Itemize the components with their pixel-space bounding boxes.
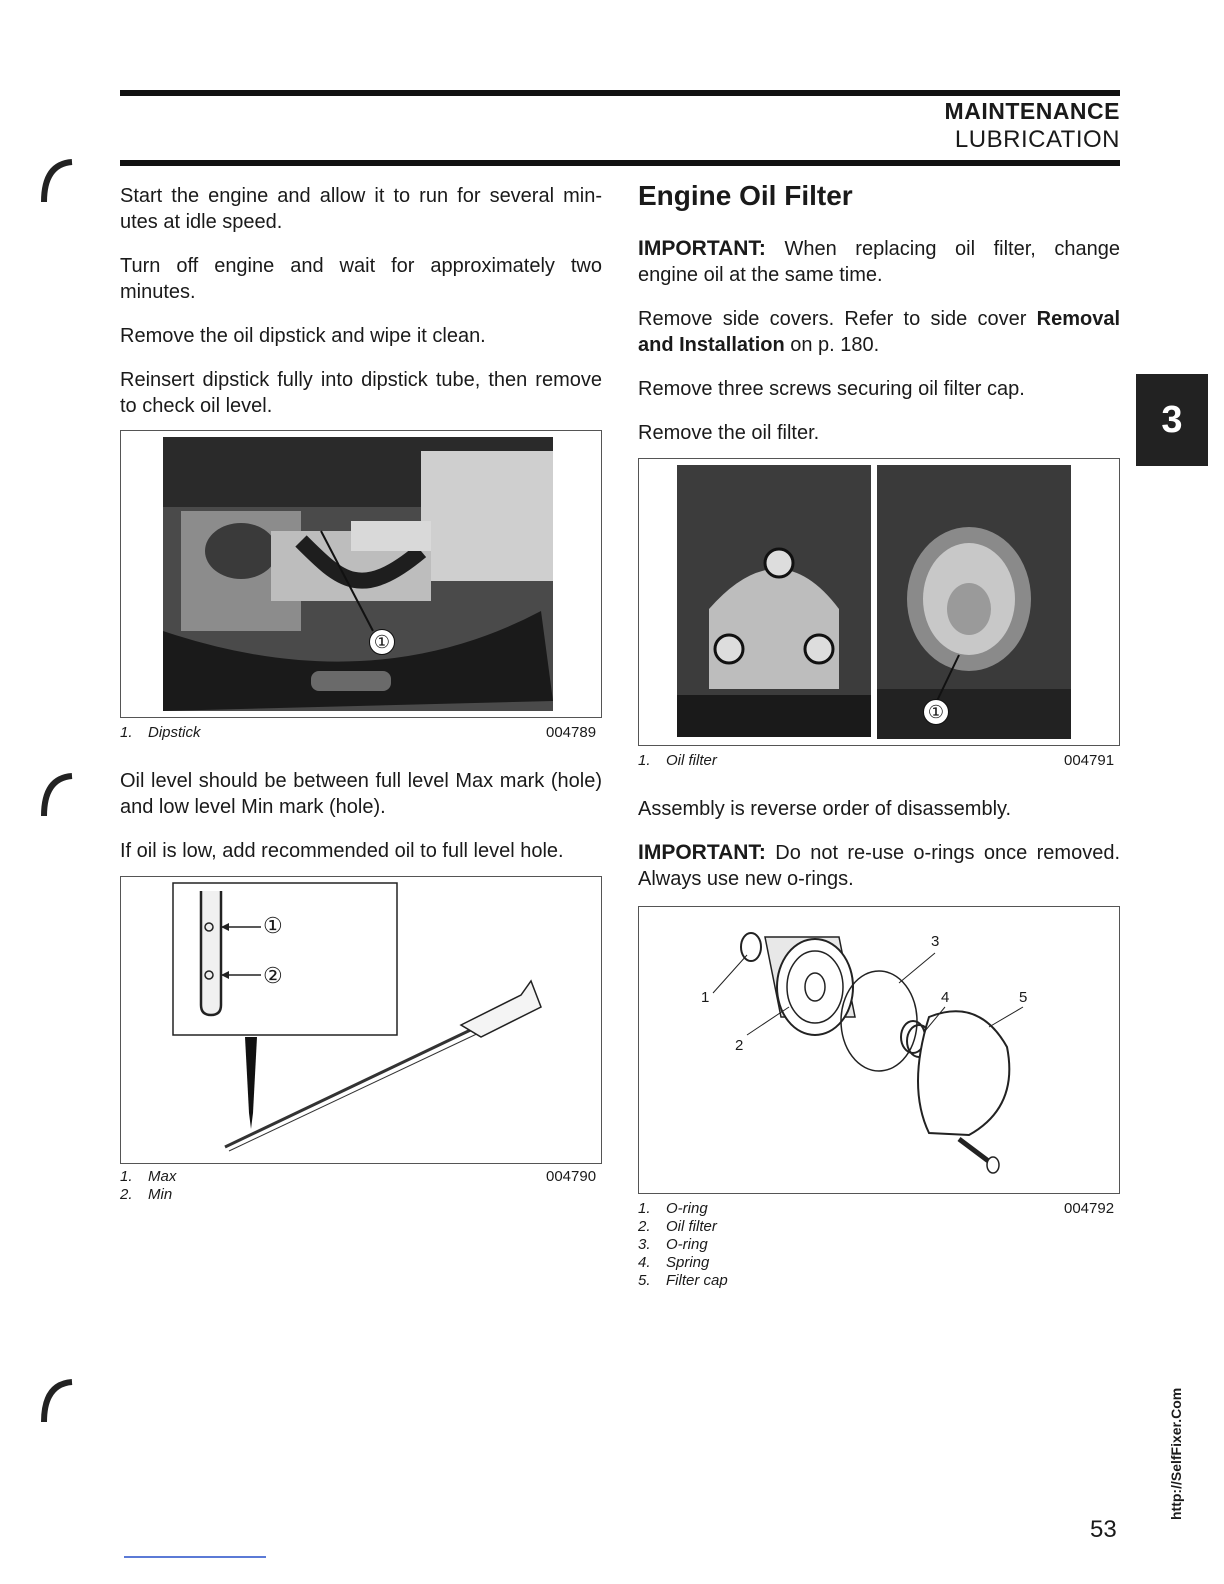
figure-dipstick-diagram (120, 876, 602, 1164)
callout-max: ① (263, 913, 283, 938)
right-column-assembly (638, 796, 1120, 892)
figure-oil-filter-photo (638, 458, 1120, 746)
label-3: 3 (931, 933, 940, 950)
figure2-caption-2: 2. Min (120, 1186, 173, 1203)
important-note: IMPORTANT: When replacing oil filter, change engine oil at the same time. (638, 237, 1120, 286)
chapter-tab: 3 (1136, 374, 1208, 466)
dipstick-diagram (121, 877, 601, 1163)
figure1-caption: 1. Dipstick (120, 724, 201, 741)
figure3-caption: 1. Oil filter (638, 752, 717, 769)
engine-photo (121, 431, 601, 717)
figure4-caption-1: 1. O-ring (638, 1200, 708, 1217)
binder-mark-bottom (38, 1376, 78, 1426)
bottom-line (124, 1556, 266, 1558)
callout-1: ① (369, 629, 395, 655)
left-column-intro (120, 183, 602, 419)
watermark: http://SelfFixer.Com (1168, 1387, 1184, 1520)
callout-1: ① (923, 699, 949, 725)
paragraph: Assembly is reverse order of disassembly. (638, 798, 1012, 820)
paragraph: Remove three screws securing oil filter cap. (638, 378, 1025, 400)
figure4-caption-4: 4. Spring (638, 1254, 710, 1271)
left-column-oil-level (120, 768, 602, 864)
figure-dipstick-photo (120, 430, 602, 718)
section-title: MAINTENANCE (944, 98, 1120, 124)
figure1-number: 004789 (546, 724, 597, 741)
exploded-view (639, 907, 1119, 1193)
paragraph: Turn off engine and wait for approximately two minutes. (120, 255, 602, 303)
figure2-number: 004790 (546, 1168, 597, 1185)
paragraph: If oil is low, add recommended oil to full level hole. (120, 840, 564, 862)
page-number: 53 (1090, 1516, 1117, 1543)
figure3-number: 004791 (1064, 752, 1115, 769)
oil-filter-photos (639, 459, 1119, 745)
figure-exploded-diagram (638, 906, 1120, 1194)
right-column-intro (638, 236, 1120, 446)
header-rule-top (120, 90, 1120, 96)
paragraph: Reinsert dipstick fully into dipstick tube, then remove to check oil level. (120, 369, 602, 417)
figure4-caption-5: 5. Filter cap (638, 1272, 728, 1289)
callout-min: ② (263, 963, 283, 988)
section-heading: Engine Oil Filter (638, 180, 853, 211)
figure4-caption-2: 2. Oil filter (638, 1218, 717, 1235)
header-rule-bottom (120, 160, 1120, 166)
label-4: 4 (941, 989, 950, 1006)
label-2: 2 (735, 1037, 744, 1054)
paragraph: Remove side covers. Refer to side cover Removal and Installation on p. 180. (638, 308, 1120, 356)
paragraph: Oil level should be between full level Max mark (hole) and low level Min mark (hole). (120, 770, 602, 818)
binder-mark-middle (38, 770, 78, 820)
label-1: 1 (701, 989, 710, 1006)
figure4-caption-3: 3. O-ring (638, 1236, 708, 1253)
paragraph: Remove the oil filter. (638, 422, 820, 444)
binder-mark-top (38, 156, 78, 206)
figure4-number: 004792 (1064, 1200, 1115, 1217)
figure2-caption-1: 1. Max (120, 1168, 177, 1185)
subsection-title: LUBRICATION (954, 126, 1120, 153)
paragraph: Start the engine and allow it to run for several min-utes at idle speed. (120, 185, 602, 233)
important-note: IMPORTANT: Do not re-use o-rings once removed. Always use new o-rings. (638, 841, 1120, 890)
paragraph: Remove the oil dipstick and wipe it clean. (120, 325, 486, 347)
label-5: 5 (1019, 989, 1028, 1006)
